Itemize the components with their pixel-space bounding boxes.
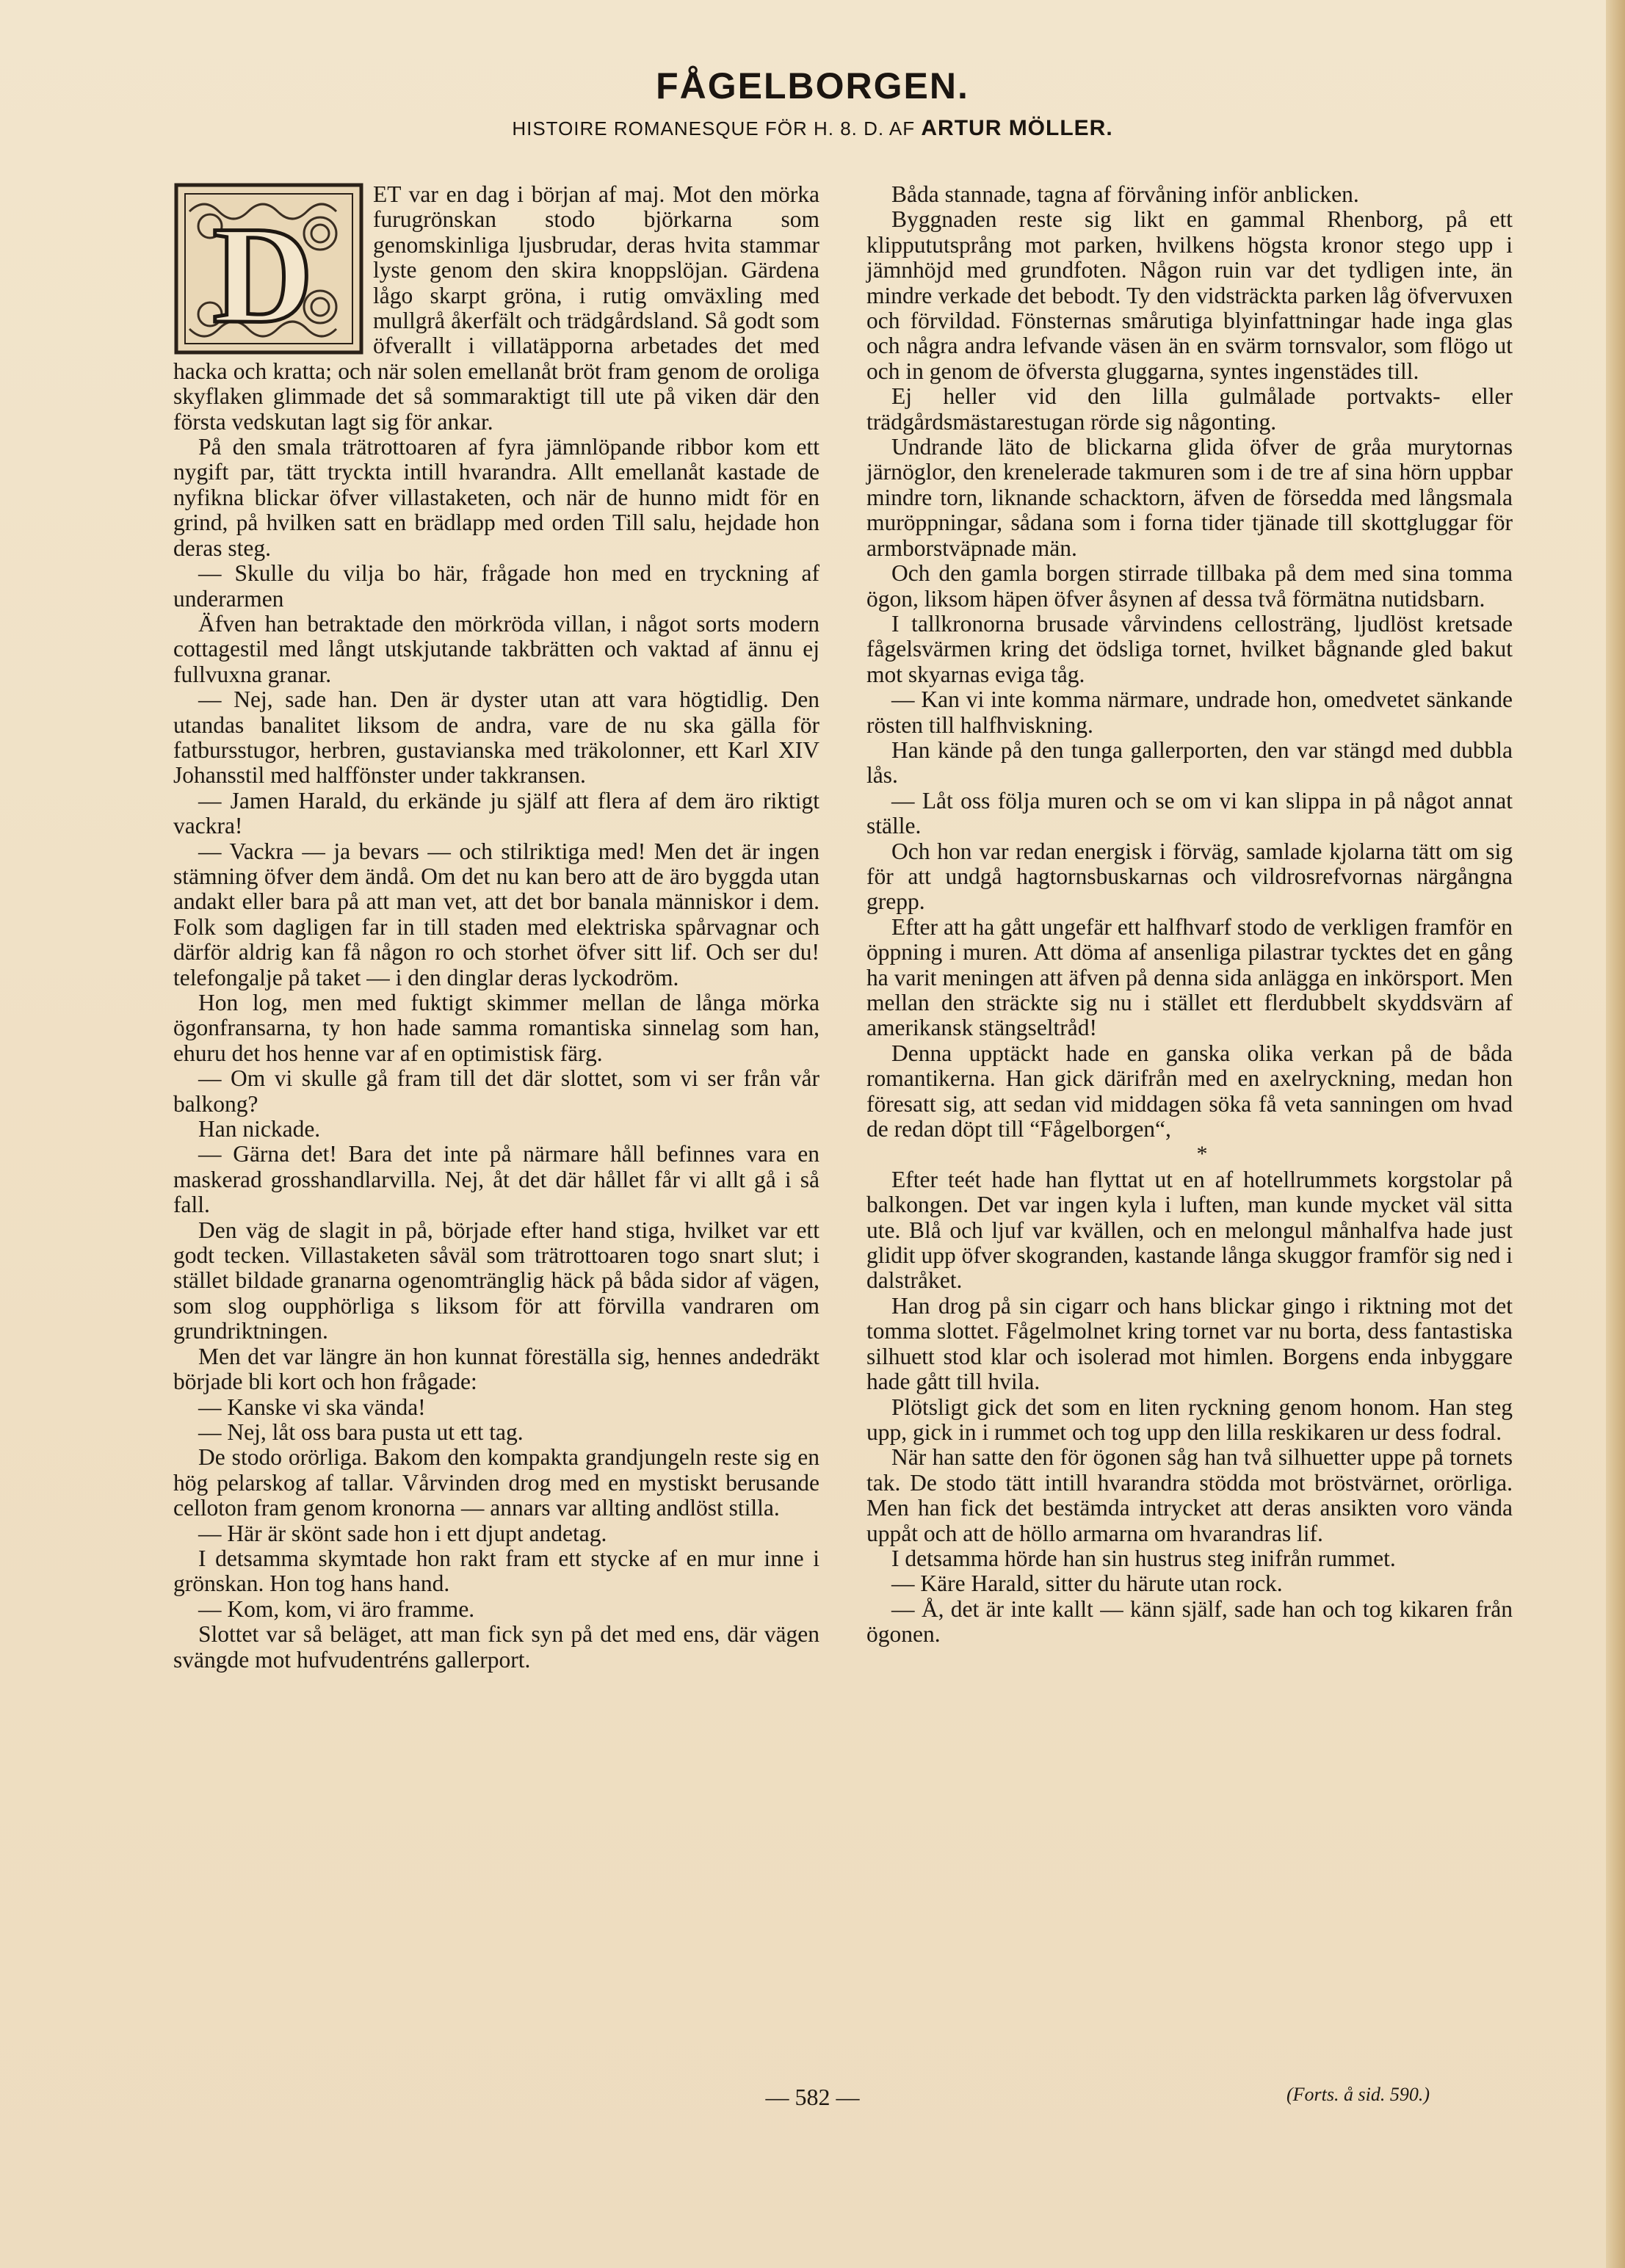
paragraph: — Kom, kom, vi äro framme. xyxy=(198,1595,475,1622)
paragraph: — Nej, sade han. Den är dyster utan att vara högtidlig. Den utandas banalitet liksom de andra, vare de nu ska gälla för fatbursstugor, herbren, gustavianska med träkolonner, ett Karl XIV Johansstil med halffönster under takkransen. xyxy=(173,686,819,789)
paragraph: — Kanske vi ska vända! xyxy=(198,1394,426,1420)
paragraph: Han drog på sin cigarr och hans blickar gingo i riktning mot det tomma slottet. Fågelmolnet kring tornet var nu borta, dess fantastiska silhuett stod klar och isolerad mot himlen. Borgens enda inbyggare hade gått till hvila. xyxy=(866,1292,1513,1395)
paragraph: Slottet var så beläget, att man fick syn på det med ens, där vägen svängde mot hufvudentréns gallerport. xyxy=(173,1621,819,1673)
paragraph: Och den gamla borgen stirrade tillbaka på dem med sina tomma ögon, liksom häpen öfver åsynen af dessa två förmätna nutidsbarn. xyxy=(866,560,1513,612)
paragraph: Den väg de slagit in på, började efter hand stiga, hvilket var ett godt tecken. Villastaketen såväl som trätrottoaren togo snart slut; i stället bildade granarna ogenomtränglig häck på båda sidor af vägen, som slog oupphörliga s liksom för att förvilla vandraren om grundriktningen. xyxy=(173,1217,819,1344)
paragraph: — Käre Harald, sitter du härute utan rock. xyxy=(891,1570,1283,1597)
page-edge xyxy=(1606,0,1625,2268)
ornament-frame-icon xyxy=(173,182,364,355)
paragraph: — Nej, låt oss bara pusta ut ett tag. xyxy=(198,1419,524,1445)
paragraph: I detsamma skymtade hon rakt fram ett stycke af en mur inne i grönskan. Hon tog hans hand. xyxy=(173,1545,819,1597)
article-title: FÅGELBORGEN. xyxy=(656,65,969,106)
paragraph: I tallkronorna brusade vårvindens cellosträng, ljudlöst kretsade fågelsvärmen kring det ödsliga tornet, hvilket bågnande gled bakut mot skyarnas eviga tåg. xyxy=(866,610,1513,687)
paragraph: — Om vi skulle gå fram till det där slottet, som vi ser från vår balkong? xyxy=(173,1065,819,1117)
dropcap-ornament xyxy=(173,182,364,355)
right-column xyxy=(866,182,1513,1648)
paragraph: — Vackra — ja bevars — och stilriktiga med! Men det är ingen stämning öfver dem ändå. Om det nu kan bero att de äro byggda utan andakt eller bara på att man vet, att det bor banala människor i dem. Folk som dagligen far in till staden med elektriska spårvagnar och därför aldrig kan få någon ro och storhet öfver sitt lif. Och ser du! telefongalje på taket — i den dinglar deras lyckodröm. xyxy=(173,838,819,990)
paragraph: På den smala trätrottoaren af fyra jämnlöpande ribbor kom ett nygift par, tätt tryckta intill hvarandra. Allt emellanåt kastade de nyfikna blickar öfver villastaketen, och när de hunno midt för en grind, på hvilken satt en brädlapp med orden Till salu, hejdade hon deras steg. xyxy=(173,434,819,561)
paragraph: I detsamma hörde han sin hustrus steg inifrån rummet. xyxy=(891,1545,1396,1571)
paragraph: — Här är skönt sade hon i ett djupt andetag. xyxy=(198,1520,607,1546)
page-number: — 582 — xyxy=(765,2084,860,2110)
paragraph: Efter att ha gått ungefär ett halfhvarf stodo de verkligen framför en öppning i muren. Att döma af ansenliga pilastrar tycktes det en gång ha varit meningen att äfven på denna sida anlägga en inkörsport. Men mellan den sträckte sig nu i stället ett flerdubbelt skyddsvärn af amerikansk stängseltråd! xyxy=(866,913,1513,1041)
paragraph: Båda stannade, tagna af förvåning inför anblicken. xyxy=(891,181,1359,207)
paragraph: — Kan vi inte komma närmare, undrade hon, omedvetet sänkande rösten till halfhviskning. xyxy=(866,686,1513,738)
paragraph: Efter teét hade han flyttat ut en af hotellrummets korgstolar på balkongen. Det var ingen kyla i luften, man kunde mycket väl sitta ute. Blå och ljuf var kvällen, och en melongul månhalfva hade just glidit upp öfver skogranden, kastande långa skuggor framför sig ned i dalstråket. xyxy=(866,1166,1513,1294)
paragraph: — Å, det är inte kallt — känn själf, sade han och tog kikaren från ögonen. xyxy=(866,1595,1513,1648)
paragraph: Denna upptäckt hade en ganska olika verkan på de båda romantikerna. Han gick därifrån med en axelryckning, medan hon föresatt sig, att sedan vid middagen söka få veta sanningen om hvad de redan döpt till “Fågelborgen“, xyxy=(866,1040,1513,1142)
paragraph: — Låt oss följa muren och se om vi kan slippa in på något annat ställe. xyxy=(866,787,1513,839)
paragraph: När han satte den för ögonen såg han två silhuetter uppe på tornets tak. De stodo tätt intill hvarandra stödda mot bröstvärnet, orörliga. Men han fick det bestämda intrycket att deras ansikten voro vända uppåt och att de höllo armarna om hvarandras lif. xyxy=(866,1444,1513,1546)
paragraph: Undrande läto de blickarna glida öfver de gråa murytornas järnöglor, den krenelerade takmuren som i de tre af sina hörn uppbar mindre torn, liknande schacktorn, äfven de försedda med långsmala muröppningar, sådana som i forna tider tjänade till skottgluggar för armborstväpnade män. xyxy=(866,434,1513,561)
section-break: * xyxy=(1196,1142,1208,1167)
paragraph: — Jamen Harald, du erkände ju själf att flera af dem äro riktigt vackra! xyxy=(173,787,819,839)
paragraph: ET var en dag i början af maj. Mot den mörka furugrönskan stodo björkarna som genomskinliga ljusbrudar, deras hvita stammar lyste genom den skira knoppslöjan. Gärdena lågo skarpt gröna, i rutig omväxling med mullgrå åkerfält och trädgårdsland. Så godt som öfverallt i villatäpporna arbetades det med hacka och kratta; och när solen emellanåt bröt fram genom de oroliga skyflaken glimmade det så sommaraktigt till ute på viken där den första vedskutan lagt sig för ankar. xyxy=(173,181,819,435)
right-column-text xyxy=(866,182,1513,1648)
paragraph: Byggnaden reste sig likt en gammal Rhenborg, på ett klippututsprång mot parken, hvilkens högsta kronor stego upp i jämnhöjd med grundfoten. Någon ruin var det tydligen inte, än mindre verkade det bebodt. Ty den vidsträckta parken låg öfvervuxen och förvildad. Fönsternas smårutiga blyinfattningar hade inga glas och några andra lefvande väsen än en svärm tornsvalor, som flögo ut och in genom de öfversta gluggarna, syntes ingenstädes till. xyxy=(866,206,1513,384)
author-name: ARTUR MÖLLER. xyxy=(921,116,1113,140)
left-column xyxy=(173,182,819,1673)
dropcap-letter: D xyxy=(212,198,314,352)
paragraph: Men det var längre än hon kunnat föreställa sig, hennes andedräkt började bli kort och hon frågade: xyxy=(173,1343,819,1395)
article-subtitle xyxy=(0,116,1625,141)
paragraph: — Skulle du vilja bo här, frågade hon med en tryckning af underarmen xyxy=(173,560,819,612)
paragraph: Äfven han betraktade den mörkröda villan, i något sorts modern cottagestil med långt utskjutande takbrätten och vaktad af ännu ej fullvuxna granar. xyxy=(173,610,819,687)
paragraph: De stodo orörliga. Bakom den kompakta grandjungeln reste sig en hög pelarskog af tallar. Vårvinden drog med en mystiskt berusande celloton fram genom kronorna — annars var allting andlöst stilla. xyxy=(173,1444,819,1521)
paragraph: — Gärna det! Bara det inte på närmare håll befinnes vara en maskerad grosshandlarvilla. Nej, åt det där hållet får vi allt gå i så fall. xyxy=(173,1141,819,1218)
continued-note: (Forts. å sid. 590.) xyxy=(1286,2084,1430,2105)
paragraph: Plötsligt gick det som en liten ryckning genom honom. Han steg upp, gick in i rummet och tog upp den lilla reskikaren ur dess fodral. xyxy=(866,1394,1513,1445)
subtitle-prefix: HISTOIRE ROMANESQUE FÖR H. 8. D. AF xyxy=(512,117,916,140)
paragraph: Han nickade. xyxy=(198,1116,321,1142)
paragraph: Ej heller vid den lilla gulmålade portvakts- eller trädgårdsmästarestugan rörde sig någonting. xyxy=(866,383,1513,435)
paragraph: Han kände på den tunga gallerporten, den var stängd med dubbla lås. xyxy=(866,736,1513,789)
paragraph: Hon log, men med fuktigt skimmer mellan de långa mörka ögonfransarna, ty hon hade samma romantiska sinnelag som han, ehuru det hos henne var af en optimistisk färg. xyxy=(173,990,819,1066)
paragraph: Och hon var redan energisk i förväg, samlade kjolarna tätt om sig för att undgå hagtornsbuskarnas och vildrosrefvornas närgångna grepp. xyxy=(866,838,1513,915)
left-column-text xyxy=(173,182,819,1673)
